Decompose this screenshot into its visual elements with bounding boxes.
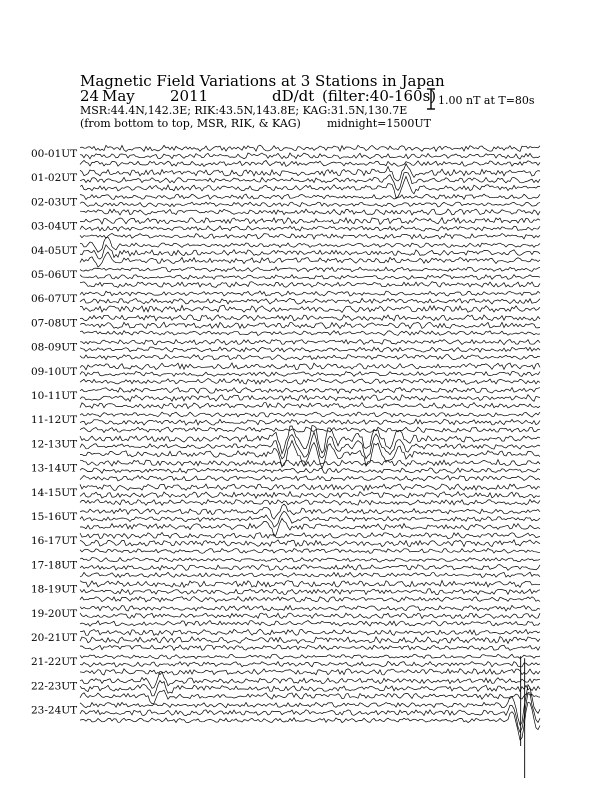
trace-kag: [80, 605, 540, 611]
hour-row: [31, 315, 540, 336]
hour-row: [31, 484, 540, 505]
scale-bar: [427, 89, 535, 109]
station-coordinates: MSR:44.4N,142.3E; RIK:43.5N,143.8E; KAG:31.5N,130.7E: [80, 104, 408, 117]
hour-row: [31, 291, 540, 312]
trace-rik: [80, 511, 540, 527]
hour-row: [31, 339, 540, 360]
trace-kag: [80, 654, 540, 659]
trace-kag: [80, 291, 540, 296]
trace-kag: [80, 363, 540, 370]
hour-label: 02-03UT: [31, 196, 78, 209]
hour-label: 20-21UT: [31, 632, 78, 644]
trace-kag: [80, 671, 540, 688]
hour-label: 23-24UT: [31, 704, 78, 717]
trace-msr: [80, 209, 540, 215]
hour-label: 01-02UT: [31, 172, 78, 185]
trace-rik: [80, 565, 540, 571]
trace-msr: [80, 669, 540, 675]
hour-label: 00-01UT: [31, 148, 78, 160]
date-year: 2011: [170, 87, 209, 105]
trace-kag: [80, 504, 540, 519]
trace-rik: [80, 395, 540, 402]
hour-label: 15-16UT: [31, 511, 78, 523]
trace-kag: [80, 484, 540, 491]
trace-msr: [80, 597, 540, 603]
trace-msr: [80, 572, 540, 577]
midnight-note: midnight=1500UT: [327, 117, 431, 130]
hour-label: 17-18UT: [31, 559, 78, 572]
hour-label: 06-07UT: [31, 293, 78, 306]
hour-label: 14-15UT: [31, 486, 78, 499]
hour-row: [31, 412, 540, 432]
trace-rik: [80, 173, 540, 191]
filter-label: (filter:40-160s): [322, 87, 437, 105]
hour-label: 08-09UT: [31, 341, 78, 354]
hour-label: 19-20UT: [31, 607, 78, 620]
date-month: May: [102, 87, 135, 105]
hour-label: 11-12UT: [31, 414, 78, 427]
trace-kag: [80, 315, 540, 321]
trace-kag: [80, 412, 540, 417]
hour-row: [31, 581, 540, 603]
hour-label: 03-04UT: [31, 220, 78, 233]
trace-msr: [80, 403, 540, 409]
trace-rik: [80, 322, 540, 328]
hour-row: [31, 145, 540, 166]
hour-label: 21-22UT: [31, 656, 78, 669]
trace-msr: [80, 427, 540, 432]
trace-rik: [80, 637, 540, 644]
hour-row: [31, 671, 540, 703]
trace-msr: [80, 690, 540, 704]
trace-msr: [80, 499, 540, 505]
trace-rik: [80, 371, 540, 376]
trace-msr: [80, 282, 540, 288]
trace-msr: [80, 702, 540, 740]
hour-row: [31, 363, 540, 384]
trace-rik: [80, 661, 540, 667]
station-order-note: (from bottom to top, MSR, RIK, & KAG): [80, 117, 301, 130]
trace-kag: [80, 685, 540, 725]
trace-rik: [80, 347, 540, 352]
trace-msr: [80, 645, 540, 650]
hour-label: 05-06UT: [31, 269, 78, 281]
trace-kag: [80, 267, 540, 272]
hour-row: [31, 267, 540, 287]
trace-msr: [80, 621, 540, 627]
hour-label: 09-10UT: [31, 365, 78, 378]
trace-msr: [80, 379, 540, 385]
trace-kag: [80, 533, 540, 539]
trace-rik: [80, 613, 540, 619]
hour-label: 12-13UT: [31, 438, 78, 451]
trace-rik: [80, 468, 540, 473]
hour-row: [31, 194, 540, 215]
chart-title: Magnetic Field Variations at 3 Stations in Japan: [80, 72, 445, 90]
hour-row: [31, 533, 540, 554]
trace-msr: [80, 252, 540, 267]
hour-row: [31, 504, 540, 536]
trace-kag: [80, 164, 540, 181]
hour-row: [31, 164, 540, 198]
trace-kag: [80, 237, 540, 252]
trace-kag: [80, 194, 540, 199]
trace-kag: [80, 581, 540, 588]
trace-rik: [80, 419, 540, 425]
hour-rows: [31, 145, 540, 778]
hour-row: [31, 237, 540, 267]
hour-label: 18-19UT: [31, 583, 78, 596]
trace-kag: [80, 339, 540, 344]
hour-row: [31, 460, 540, 481]
hour-row: [31, 654, 540, 675]
quantity-label: dD/dt: [272, 87, 315, 105]
trace-msr: [80, 161, 540, 167]
trace-kag: [80, 218, 540, 225]
trace-msr: [80, 233, 540, 239]
hour-row: [31, 558, 540, 578]
trace-kag: [80, 388, 540, 394]
hour-label: 13-14UT: [31, 462, 78, 475]
trace-kag: [80, 558, 540, 563]
hour-row: [31, 605, 540, 626]
trace-kag: [80, 460, 540, 467]
hour-label: 10-11UT: [31, 390, 78, 402]
hour-label: 22-23UT: [31, 680, 78, 693]
trace-kag: [80, 629, 540, 635]
trace-msr: [80, 305, 540, 312]
scale-label: 1.00 nT at T=80s: [438, 94, 535, 107]
trace-msr: [80, 476, 540, 482]
hour-row: [31, 629, 540, 650]
trace-kag: [80, 145, 540, 151]
hour-row: [31, 685, 540, 740]
hour-label: 16-17UT: [31, 535, 78, 548]
hour-label: 07-08UT: [31, 317, 78, 330]
date-day: 24: [80, 87, 100, 105]
trace-msr: [80, 355, 540, 360]
hour-row: [31, 388, 540, 409]
trace-rik: [80, 540, 540, 547]
trace-rik: [80, 202, 540, 207]
trace-msr: [80, 331, 540, 336]
trace-rik: [80, 492, 540, 499]
trace-rik: [80, 153, 540, 159]
trace-msr: [80, 548, 540, 553]
hour-row: [31, 218, 540, 239]
trace-rik: [80, 275, 540, 280]
hour-label: 04-05UT: [31, 244, 78, 257]
trace-rik: [80, 226, 540, 231]
trace-rik: [80, 589, 540, 595]
trace-rik: [80, 298, 540, 304]
